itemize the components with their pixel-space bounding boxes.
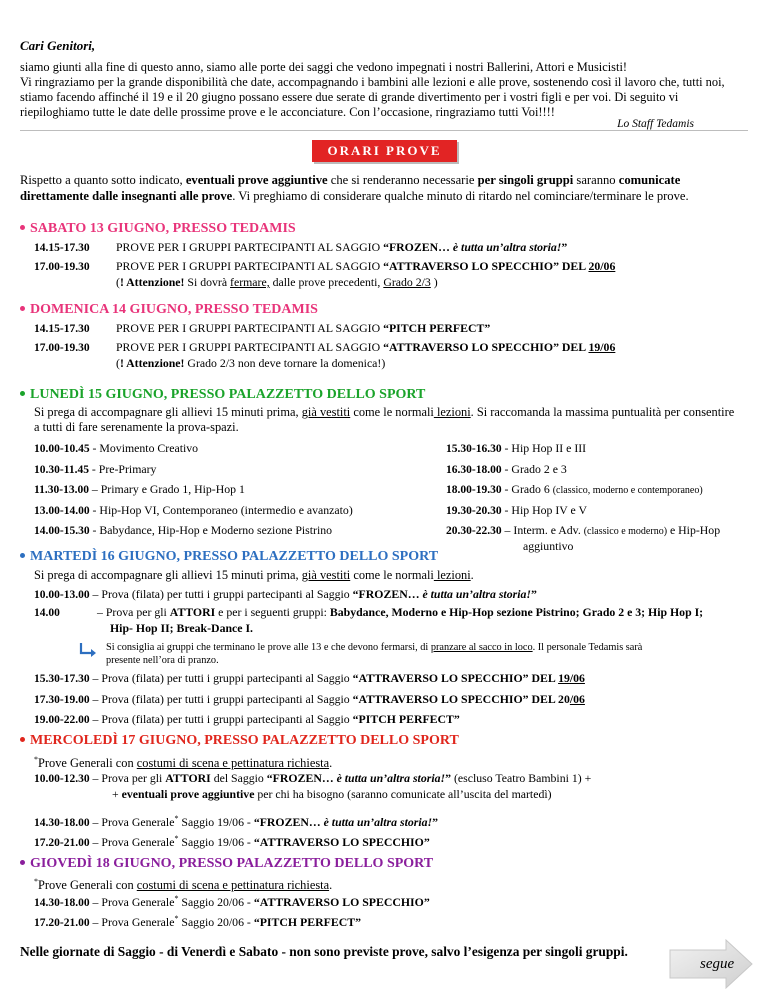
divider bbox=[20, 130, 748, 131]
section-sabato-title: SABATO 13 GIUGNO, PRESSO TEDAMIS bbox=[20, 221, 296, 236]
giovedi-row-2: 17.20-21.00 – Prova Generale* Saggio 20/06 - “PITCH PERFECT” bbox=[34, 914, 361, 929]
list-item: 16.30-18.00 - Grado 2 e 3 bbox=[446, 461, 567, 476]
giovedi-intro: *Prove Generali con costumi di scena e pettinatura richiesta. bbox=[34, 877, 333, 893]
lunedi-right-column bbox=[446, 439, 750, 554]
martedi-row-1: 10.00-13.00 – Prova (filata) per tutti i gruppi partecipanti al Saggio “FROZEN… è tutta un’altra storia!” bbox=[34, 587, 537, 601]
list-item: 18.00-19.30 - Grado 6 (classico, moderno e contemporaneo) bbox=[446, 482, 703, 496]
domenica-row-1: 14.15-17.30 PROVE PER I GRUPPI PARTECIPANTI AL SAGGIO “PITCH PERFECT” bbox=[34, 321, 491, 335]
martedi-rows bbox=[34, 669, 585, 731]
list-item: 14.00-15.30 - Babydance, Hip-Hop e Moderno sezione Pistrino bbox=[34, 523, 333, 537]
greeting: Cari Genitori, bbox=[20, 38, 96, 53]
bullet-icon bbox=[20, 225, 25, 230]
list-item: 15.30-16.30 - Hip Hop II e III bbox=[446, 441, 587, 455]
intro-line: stiamo facendo affinché il 19 e il 20 giugno possano essere due serate di grande divertimento per i vostri figli e per voi. Di seguito vi bbox=[20, 90, 679, 104]
domenica-row-2: 17.00-19.30 PROVE PER I GRUPPI PARTECIPANTI AL SAGGIO “ATTRAVERSO LO SPECCHIO” DEL 19/06 bbox=[34, 340, 616, 354]
bullet-icon bbox=[20, 860, 25, 865]
section-lunedi-title: LUNEDÌ 15 GIUGNO, PRESSO PALAZZETTO DELLO SPORT bbox=[20, 387, 425, 402]
list-item: 19.00-22.00 – Prova (filata) per tutti i gruppi partecipanti al Saggio “PITCH PERFECT” bbox=[34, 712, 460, 726]
signature: Lo Staff Tedamis bbox=[617, 118, 694, 130]
mercoledi-intro: *Prove Generali con costumi di scena e pettinatura richiesta. bbox=[34, 755, 333, 771]
section-domenica-title: DOMENICA 14 GIUGNO, PRESSO TEDAMIS bbox=[20, 302, 318, 317]
lunedi-left-column bbox=[34, 439, 353, 542]
section-mercoledi-title: MERCOLEDÌ 17 GIUGNO, PRESSO PALAZZETTO DELLO SPORT bbox=[20, 733, 459, 748]
mercoledi-row-1: 10.00-12.30 – Prova per gli ATTORI del Saggio “FROZEN… è tutta un’altra storia!” (escluso Teatro Bambini 1) + + eventuali prove aggiuntive per chi ha bisogno (saranno comunicate all’uscita del martedì) bbox=[34, 771, 592, 801]
mercoledi-row-2: 14.30-18.00 – Prova Generale* Saggio 19/06 - “FROZEN… è tutta un’altra storia!” bbox=[34, 814, 439, 829]
intro-letter bbox=[20, 60, 748, 120]
mercoledi-row-3: 17.20-21.00 – Prova Generale* Saggio 19/06 - “ATTRAVERSO LO SPECCHIO” bbox=[34, 834, 430, 849]
bullet-icon bbox=[20, 737, 25, 742]
orari-prove-badge: ORARI PROVE bbox=[312, 140, 457, 162]
bullet-icon bbox=[20, 391, 25, 396]
section-martedi-title: MARTEDÌ 16 GIUGNO, PRESSO PALAZZETTO DELLO SPORT bbox=[20, 549, 438, 564]
next-page-label: segue bbox=[700, 956, 735, 972]
list-item: 15.30-17.30 – Prova (filata) per tutti i gruppi partecipanti al Saggio “ATTRAVERSO LO SPECCHIO” DEL 19/06 bbox=[34, 671, 585, 685]
martedi-lunch-note: Si consiglia ai gruppi che terminano le prove alle 13 e che devono fermarsi, di pranzare al sacco in loco. Il personale Tedamis sarà presente nell’ora di pranzo. bbox=[106, 642, 643, 666]
martedi-intro: Si prega di accompagnare gli allievi 15 minuti prima, già vestiti come le normali lezioni. bbox=[34, 568, 474, 582]
domenica-note: (! Attenzione! Grado 2/3 non deve tornare la domenica!) bbox=[116, 356, 386, 370]
footer-note: Nelle giornate di Saggio - di Venerdì e Sabato - non sono previste prove, salvo l’esigenza per singoli gruppi. bbox=[20, 944, 628, 959]
list-item: 13.00-14.00 - Hip-Hop VI, Contemporaneo (intermedio e avanzato) bbox=[34, 502, 353, 517]
list-item: 20.30-22.30 – Interm. e Adv. (classico e moderno) e Hip-Hop aggiuntivo bbox=[446, 523, 721, 553]
intro-line: siamo giunti alla fine di questo anno, siamo alle porte dei saggi che vedono impegnati i nostri Ballerini, Attori e Musicisti! bbox=[20, 60, 628, 74]
notice: Rispetto a quanto sotto indicato, eventuali prove aggiuntive che si renderanno necessarie per singoli gruppi saranno comunicate direttamente dalle insegnanti alle prove. Vi preghiamo di considerare qualche minuto di ritardo nel cominciare/terminare le prove. bbox=[20, 173, 689, 203]
list-item: 10.00-10.45 - Movimento Creativo bbox=[34, 441, 199, 455]
arrow-return-icon bbox=[78, 642, 98, 662]
lunedi-intro: Si prega di accompagnare gli allievi 15 minuti prima, già vestiti come le normali lezioni. Si raccomanda la massima puntualità per consentire a tutti di fare serenamente la prova-spazi. bbox=[34, 405, 735, 434]
sabato-note: (! Attenzione! Si dovrà fermare, dalle prove precedenti, Grado 2/3 ) bbox=[116, 275, 438, 289]
giovedi-row-1: 14.30-18.00 – Prova Generale* Saggio 20/06 - “ATTRAVERSO LO SPECCHIO” bbox=[34, 894, 430, 909]
martedi-row-2: 14.00 – Prova per gli ATTORI e per i seguenti gruppi: Babydance, Moderno e Hip-Hop sezione Pistrino; Grado 2 e 3; Hip Hop I; Hip- Hop II; Break-Dance I. bbox=[34, 605, 704, 635]
sabato-row-1: 14.15-17.30 PROVE PER I GRUPPI PARTECIPANTI AL SAGGIO “FROZEN… è tutta un’altra storia!” bbox=[34, 240, 568, 254]
intro-line: Vi ringraziamo per la grande disponibilità che date, accompagnando i bambini alle lezioni e alle prove, sostenendo così il lavoro che, tutti noi, bbox=[20, 75, 725, 89]
section-giovedi-title: GIOVEDÌ 18 GIUGNO, PRESSO PALAZZETTO DELLO SPORT bbox=[20, 856, 433, 871]
next-page-arrow[interactable] bbox=[664, 938, 754, 990]
list-item: 11.30-13.00 – Primary e Grado 1, Hip-Hop 1 bbox=[34, 482, 245, 496]
list-item: 10.30-11.45 - Pre-Primary bbox=[34, 461, 157, 476]
bullet-icon bbox=[20, 306, 25, 311]
sabato-row-2: 17.00-19.30 PROVE PER I GRUPPI PARTECIPANTI AL SAGGIO “ATTRAVERSO LO SPECCHIO” DEL 20/06 bbox=[34, 259, 616, 273]
list-item: 17.30-19.00 – Prova (filata) per tutti i gruppi partecipanti al Saggio “ATTRAVERSO LO SPECCHIO” DEL 20/06 bbox=[34, 691, 585, 706]
intro-line: riepiloghiamo tutte le date delle prossime prove e le acconciature. Con l’occasione, ringraziamo tutti Voi!!!! bbox=[20, 105, 555, 119]
list-item: 19.30-20.30 - Hip Hop IV e V bbox=[446, 502, 588, 517]
bullet-icon bbox=[20, 553, 25, 558]
